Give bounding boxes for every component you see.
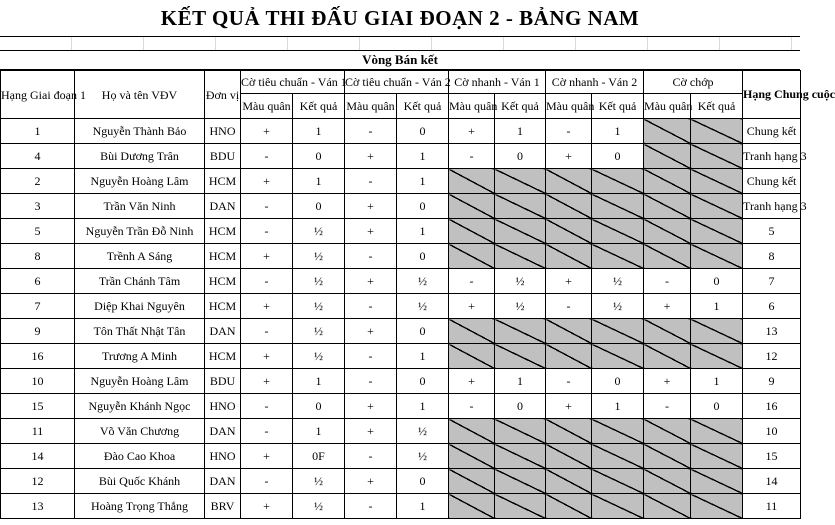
result-cell: ½ — [397, 444, 449, 469]
unavailable-cell — [495, 469, 546, 494]
player-name-cell: Trần Văn Ninh — [75, 194, 205, 219]
color-cell: - — [644, 394, 691, 419]
player-name-cell: Nguyễn Trần Đỗ Ninh — [75, 219, 205, 244]
result-cell: 0 — [691, 269, 743, 294]
table-row — [1, 344, 801, 369]
unavailable-cell — [644, 419, 691, 444]
table-row — [1, 319, 801, 344]
unavailable-cell — [644, 219, 691, 244]
unavailable-cell — [644, 494, 691, 519]
player-name-cell: Trương A Minh — [75, 344, 205, 369]
color-cell: - — [241, 269, 293, 294]
unavailable-cell — [592, 419, 644, 444]
result-cell: ½ — [293, 494, 345, 519]
unavailable-cell — [691, 244, 743, 269]
result-cell: 1 — [592, 119, 644, 144]
final-rank-cell: 12 — [743, 344, 801, 369]
header-color-3: Màu quân — [449, 94, 495, 119]
final-rank-cell: Tranh hạng 3 — [743, 194, 801, 219]
unit-cell: HNO — [205, 119, 241, 144]
final-rank-cell: 8 — [743, 244, 801, 269]
result-cell: ½ — [293, 469, 345, 494]
unavailable-cell — [546, 244, 592, 269]
table-row — [1, 269, 801, 294]
color-cell: - — [449, 269, 495, 294]
result-cell: 1 — [691, 294, 743, 319]
stage1-rank-cell: 11 — [1, 419, 75, 444]
color-cell: + — [241, 369, 293, 394]
header-name: Họ và tên VĐV — [75, 71, 205, 119]
unit-cell: BDU — [205, 144, 241, 169]
unavailable-cell — [644, 169, 691, 194]
unavailable-cell — [592, 219, 644, 244]
result-cell: 0 — [592, 369, 644, 394]
header-color-4: Màu quân — [546, 94, 592, 119]
color-cell: + — [345, 269, 397, 294]
player-name-cell: Tôn Thất Nhật Tân — [75, 319, 205, 344]
color-cell: - — [241, 319, 293, 344]
color-cell: - — [241, 469, 293, 494]
result-cell: 1 — [293, 169, 345, 194]
results-table — [0, 70, 835, 519]
unavailable-cell — [644, 469, 691, 494]
unavailable-cell — [691, 169, 743, 194]
final-rank-cell: 9 — [743, 369, 801, 394]
header-result-1: Kết quả — [293, 94, 345, 119]
final-rank-cell: Chung kết — [743, 169, 801, 194]
color-cell: - — [546, 119, 592, 144]
color-cell: - — [345, 169, 397, 194]
stage1-rank-cell: 12 — [1, 469, 75, 494]
result-cell: ½ — [495, 294, 546, 319]
unavailable-cell — [449, 469, 495, 494]
color-cell: - — [345, 119, 397, 144]
unavailable-cell — [644, 444, 691, 469]
stage1-rank-cell: 15 — [1, 394, 75, 419]
player-name-cell: Diệp Khai Nguyên — [75, 294, 205, 319]
round-title: Vòng Bán kết — [0, 51, 800, 70]
unavailable-cell — [691, 469, 743, 494]
result-cell: 1 — [293, 419, 345, 444]
stage1-rank-cell: 10 — [1, 369, 75, 394]
player-name-cell: Trềnh A Sáng — [75, 244, 205, 269]
result-cell: 1 — [397, 394, 449, 419]
unit-cell: HCM — [205, 244, 241, 269]
player-name-cell: Trần Chánh Tâm — [75, 269, 205, 294]
result-cell: 0 — [592, 144, 644, 169]
unavailable-cell — [546, 494, 592, 519]
table-row — [1, 394, 801, 419]
unavailable-cell — [449, 319, 495, 344]
result-cell: ½ — [293, 219, 345, 244]
unavailable-cell — [644, 244, 691, 269]
color-cell: + — [345, 394, 397, 419]
color-cell: + — [345, 144, 397, 169]
color-cell: + — [546, 394, 592, 419]
stage1-rank-cell: 9 — [1, 319, 75, 344]
unavailable-cell — [691, 219, 743, 244]
player-name-cell: Đào Cao Khoa — [75, 444, 205, 469]
result-cell: 0 — [293, 394, 345, 419]
result-cell: ½ — [293, 294, 345, 319]
result-cell: 0 — [397, 194, 449, 219]
result-cell: ½ — [397, 269, 449, 294]
table-row — [1, 219, 801, 244]
color-cell: - — [241, 394, 293, 419]
unavailable-cell — [592, 244, 644, 269]
final-rank-cell: 15 — [743, 444, 801, 469]
unavailable-cell — [495, 344, 546, 369]
unavailable-cell — [691, 419, 743, 444]
result-cell: 0 — [397, 369, 449, 394]
result-cell: ½ — [592, 269, 644, 294]
header-unit: Đơn vị — [205, 71, 241, 119]
table-row — [1, 169, 801, 194]
table-row — [1, 144, 801, 169]
unavailable-cell — [592, 169, 644, 194]
final-rank-cell: 13 — [743, 319, 801, 344]
unavailable-cell — [546, 444, 592, 469]
result-cell: 1 — [397, 169, 449, 194]
unavailable-cell — [644, 344, 691, 369]
unavailable-cell — [691, 144, 743, 169]
unavailable-cell — [495, 219, 546, 244]
final-rank-cell: 6 — [743, 294, 801, 319]
unavailable-cell — [592, 319, 644, 344]
color-cell: - — [345, 294, 397, 319]
unavailable-cell — [449, 219, 495, 244]
unavailable-cell — [546, 344, 592, 369]
color-cell: - — [241, 219, 293, 244]
color-cell: - — [345, 494, 397, 519]
unavailable-cell — [495, 194, 546, 219]
color-cell: + — [644, 369, 691, 394]
stage1-rank-cell: 14 — [1, 444, 75, 469]
header-color-1: Màu quân — [241, 94, 293, 119]
player-name-cell: Võ Văn Chương — [75, 419, 205, 444]
result-cell: 0 — [495, 144, 546, 169]
unavailable-cell — [691, 344, 743, 369]
player-name-cell: Bùi Quốc Khánh — [75, 469, 205, 494]
header-final-rank: Hạng Chung cuộc — [743, 71, 801, 119]
stage1-rank-cell: 4 — [1, 144, 75, 169]
result-cell: 0 — [397, 319, 449, 344]
unavailable-cell — [644, 194, 691, 219]
table-row — [1, 419, 801, 444]
header-result-2: Kết quả — [397, 94, 449, 119]
unavailable-cell — [644, 144, 691, 169]
color-cell: - — [644, 269, 691, 294]
unavailable-cell — [449, 169, 495, 194]
unavailable-cell — [691, 494, 743, 519]
header-result-4: Kết quả — [592, 94, 644, 119]
stage1-rank-cell: 3 — [1, 194, 75, 219]
result-cell: 1 — [495, 119, 546, 144]
final-rank-cell: 10 — [743, 419, 801, 444]
result-cell: 1 — [495, 369, 546, 394]
final-rank-cell: 7 — [743, 269, 801, 294]
color-cell: + — [449, 369, 495, 394]
unavailable-cell — [449, 344, 495, 369]
sheet-title: KẾT QUẢ THI ĐẤU GIAI ĐOẠN 2 - BẢNG NAM — [0, 0, 800, 37]
unavailable-cell — [495, 244, 546, 269]
header-result-5: Kết quả — [691, 94, 743, 119]
unit-cell: BRV — [205, 494, 241, 519]
unit-cell: HCM — [205, 219, 241, 244]
stage1-rank-cell: 5 — [1, 219, 75, 244]
result-cell: 0 — [495, 394, 546, 419]
color-cell: - — [345, 244, 397, 269]
unavailable-cell — [495, 494, 546, 519]
stage1-rank-cell: 6 — [1, 269, 75, 294]
color-cell: + — [241, 494, 293, 519]
unavailable-cell — [546, 419, 592, 444]
stage1-rank-cell: 16 — [1, 344, 75, 369]
color-cell: + — [345, 194, 397, 219]
result-cell: 0F — [293, 444, 345, 469]
unavailable-cell — [546, 469, 592, 494]
color-cell: + — [241, 169, 293, 194]
result-cell: 0 — [397, 244, 449, 269]
color-cell: + — [546, 144, 592, 169]
result-cell: 1 — [397, 144, 449, 169]
unavailable-cell — [691, 119, 743, 144]
player-name-cell: Nguyễn Hoàng Lâm — [75, 169, 205, 194]
unit-cell: DAN — [205, 319, 241, 344]
result-cell: 1 — [592, 394, 644, 419]
color-cell: + — [345, 469, 397, 494]
unavailable-cell — [449, 494, 495, 519]
header-color-5: Màu quân — [644, 94, 691, 119]
color-cell: - — [449, 394, 495, 419]
result-cell: 1 — [397, 219, 449, 244]
header-rank-stage1: Hạng Giai đoạn 1 — [1, 71, 75, 119]
color-cell: - — [345, 444, 397, 469]
color-cell: + — [449, 119, 495, 144]
table-row — [1, 119, 801, 144]
unavailable-cell — [495, 444, 546, 469]
header-group-rapid-2: Cờ nhanh - Ván 2 — [546, 71, 644, 94]
player-name-cell: Nguyễn Hoàng Lâm — [75, 369, 205, 394]
result-cell: 1 — [397, 494, 449, 519]
player-name-cell: Bùi Dương Trân — [75, 144, 205, 169]
stage1-rank-cell: 1 — [1, 119, 75, 144]
unavailable-cell — [691, 444, 743, 469]
player-name-cell: Nguyễn Thành Bảo — [75, 119, 205, 144]
unavailable-cell — [495, 419, 546, 444]
result-cell: ½ — [495, 269, 546, 294]
unit-cell: HCM — [205, 344, 241, 369]
final-rank-cell: 5 — [743, 219, 801, 244]
unit-cell: HNO — [205, 444, 241, 469]
unavailable-cell — [495, 319, 546, 344]
unavailable-cell — [592, 444, 644, 469]
result-cell: 0 — [691, 394, 743, 419]
color-cell: + — [449, 294, 495, 319]
unavailable-cell — [449, 244, 495, 269]
color-cell: - — [241, 144, 293, 169]
result-cell: ½ — [293, 344, 345, 369]
unit-cell: DAN — [205, 419, 241, 444]
header-group-blitz: Cờ chớp — [644, 71, 743, 94]
table-row — [1, 469, 801, 494]
unavailable-cell — [691, 194, 743, 219]
final-rank-cell: Chung kết — [743, 119, 801, 144]
color-cell: - — [241, 194, 293, 219]
header-group-standard-2: Cờ tiêu chuẩn - Ván 2 — [345, 71, 449, 94]
result-cell: 1 — [397, 344, 449, 369]
unavailable-cell — [495, 169, 546, 194]
color-cell: + — [241, 244, 293, 269]
result-cell: ½ — [592, 294, 644, 319]
table-row — [1, 294, 801, 319]
unit-cell: DAN — [205, 194, 241, 219]
final-rank-cell: 11 — [743, 494, 801, 519]
result-cell: 0 — [293, 144, 345, 169]
result-cell: 0 — [293, 194, 345, 219]
result-cell: 1 — [293, 369, 345, 394]
unit-cell: HCM — [205, 169, 241, 194]
color-cell: - — [345, 369, 397, 394]
stage1-rank-cell: 7 — [1, 294, 75, 319]
color-cell: - — [546, 369, 592, 394]
color-cell: - — [241, 419, 293, 444]
result-cell: ½ — [397, 419, 449, 444]
unavailable-cell — [691, 319, 743, 344]
unavailable-cell — [449, 419, 495, 444]
empty-spacer-row — [0, 37, 800, 51]
header-result-3: Kết quả — [495, 94, 546, 119]
table-row — [1, 194, 801, 219]
color-cell: + — [345, 319, 397, 344]
color-cell: + — [241, 294, 293, 319]
color-cell: - — [449, 144, 495, 169]
stage1-rank-cell: 13 — [1, 494, 75, 519]
header-group-rapid-1: Cờ nhanh - Ván 1 — [449, 71, 546, 94]
final-rank-cell: 16 — [743, 394, 801, 419]
header-group-standard-1: Cờ tiêu chuẩn - Ván 1 — [241, 71, 345, 94]
final-rank-cell: Tranh hạng 3 — [743, 144, 801, 169]
unit-cell: DAN — [205, 469, 241, 494]
table-row — [1, 444, 801, 469]
color-cell: + — [644, 294, 691, 319]
unit-cell: HCM — [205, 294, 241, 319]
header-color-2: Màu quân — [345, 94, 397, 119]
result-cell: ½ — [293, 269, 345, 294]
unavailable-cell — [592, 469, 644, 494]
unavailable-cell — [592, 494, 644, 519]
color-cell: + — [241, 344, 293, 369]
player-name-cell: Hoàng Trọng Thắng — [75, 494, 205, 519]
color-cell: - — [546, 294, 592, 319]
result-cell: ½ — [293, 319, 345, 344]
unit-cell: HCM — [205, 269, 241, 294]
unavailable-cell — [546, 219, 592, 244]
stage1-rank-cell: 2 — [1, 169, 75, 194]
result-cell: ½ — [293, 244, 345, 269]
table-row — [1, 494, 801, 519]
stage1-rank-cell: 8 — [1, 244, 75, 269]
result-cell: 0 — [397, 469, 449, 494]
unavailable-cell — [546, 194, 592, 219]
final-rank-cell: 14 — [743, 469, 801, 494]
result-cell: 0 — [397, 119, 449, 144]
table-row — [1, 244, 801, 269]
unavailable-cell — [592, 194, 644, 219]
unavailable-cell — [592, 344, 644, 369]
unavailable-cell — [644, 119, 691, 144]
unavailable-cell — [449, 444, 495, 469]
result-cell: 1 — [293, 119, 345, 144]
unit-cell: BDU — [205, 369, 241, 394]
unavailable-cell — [546, 319, 592, 344]
unavailable-cell — [644, 319, 691, 344]
color-cell: + — [345, 219, 397, 244]
unit-cell: HNO — [205, 394, 241, 419]
color-cell: - — [345, 344, 397, 369]
results-body — [1, 119, 807, 519]
color-cell: + — [546, 269, 592, 294]
result-cell: 1 — [691, 369, 743, 394]
unavailable-cell — [449, 194, 495, 219]
color-cell: + — [241, 444, 293, 469]
table-row — [1, 369, 801, 394]
result-cell: ½ — [397, 294, 449, 319]
player-name-cell: Nguyễn Khánh Ngọc — [75, 394, 205, 419]
color-cell: + — [241, 119, 293, 144]
color-cell: + — [345, 419, 397, 444]
unavailable-cell — [546, 169, 592, 194]
